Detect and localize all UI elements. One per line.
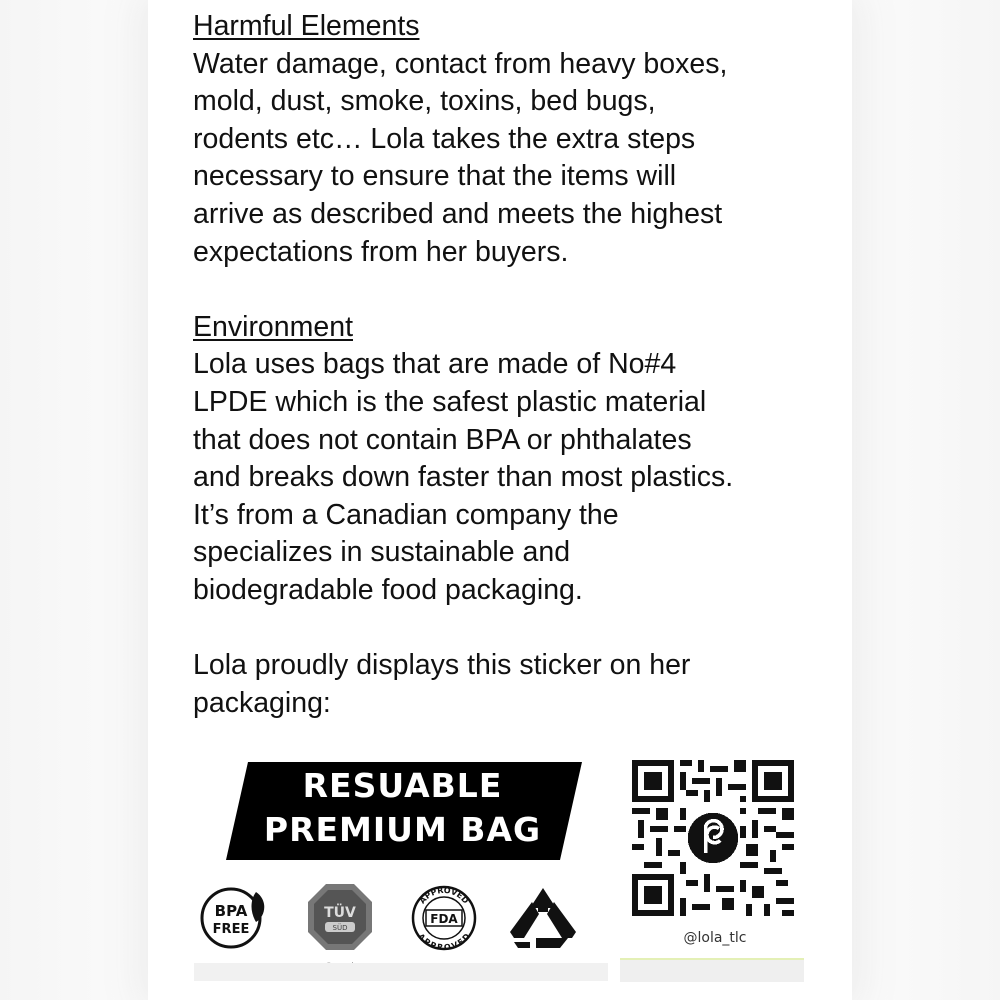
tuv-badge [304, 880, 376, 960]
heading-harmful-elements: Harmful Elements [193, 10, 420, 42]
bottom-strip-left [194, 963, 608, 981]
environment-paragraph: Lola uses bags that are made of No#4 LPDE which is the safest plastic material that does not contain BPA or phthalates and breaks down faster than most plastics. It’s from a Canadian company the specializes in sustainable and biodegradable food packaging. [193, 348, 734, 606]
tuv-label: TÜV [324, 905, 356, 921]
document-text [193, 8, 833, 722]
bottom-strip-right [620, 958, 804, 982]
tuv-sub-label: SÜD [332, 924, 348, 932]
fda-top-label: APPROVED [417, 885, 471, 906]
fda-approved-badge [406, 882, 482, 954]
bpa-free-badge [198, 882, 278, 952]
sticker-line-1: RESUABLE [302, 766, 503, 805]
harmful-elements-paragraph: Water damage, contact from heavy boxes, mold, dust, smoke, toxins, bed bugs, rodents etc… Lola takes the extra steps necessary to ensure that the items will arrive as described and meets the highest expectations from her buyers. [193, 47, 728, 268]
free-label: FREE [212, 922, 250, 937]
heading-environment: Environment [193, 310, 353, 343]
fda-bottom-label: APPROVED [416, 931, 472, 953]
qr-handle: @lola_tlc [683, 930, 747, 946]
left-blur-margin [0, 0, 148, 1000]
svg-text:APPROVED [418, 886, 471, 906]
sticker-intro-paragraph: Lola proudly displays this sticker on her packaging: [193, 649, 691, 719]
recycle-icon [508, 886, 578, 950]
bpa-label: BPA [214, 902, 248, 920]
sticker-line-2: PREMIUM BAG [263, 810, 542, 849]
sticker-banner-text [230, 764, 575, 852]
qr-code[interactable] [632, 760, 794, 916]
right-blur-margin [852, 0, 1000, 1000]
fda-label: FDA [430, 912, 458, 926]
